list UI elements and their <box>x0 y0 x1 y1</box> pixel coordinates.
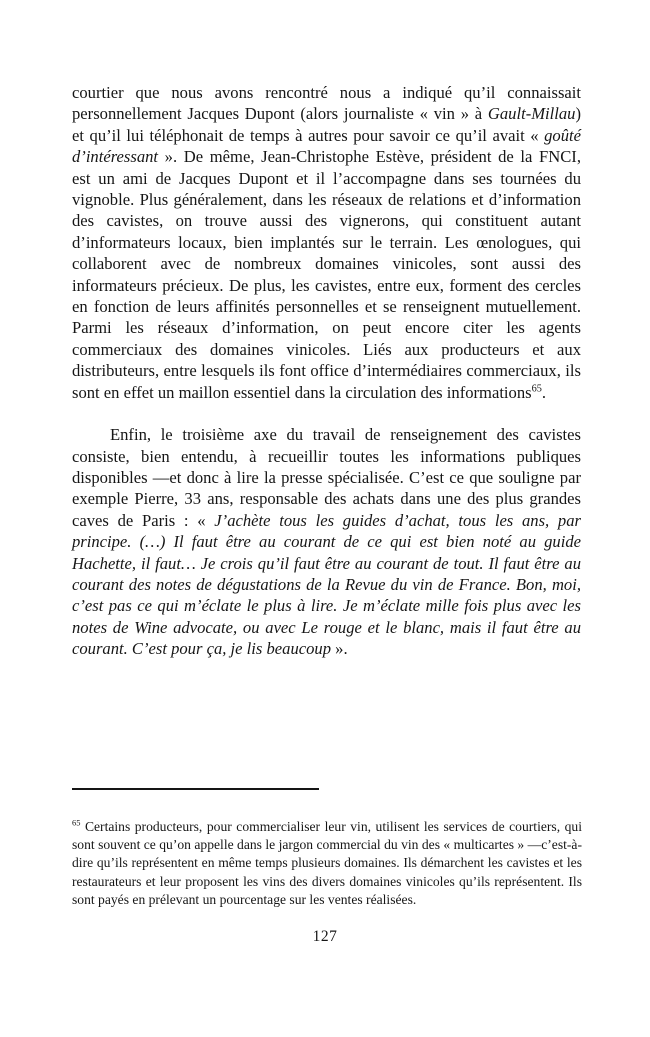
page-number: 127 <box>312 928 338 945</box>
footnote-65: $^{65}$ Certains producteurs, pour commercialiser leur vin, utilisent les services de courtiers, qui sont souvent ce qu’on appelle dans le jargon commercial du vin des « multicartes » —c’est-à-dire qu’ils représentent en même temps plusieurs domaines. Ils démarchent les cavistes et les restaurateurs et leur proposent les vins des divers domaines vinicoles qu’ils représentent. Ils sont payés en prélevant un pourcentage sur les ventes réalisées. <box>72 817 582 907</box>
paragraph-enfin: Enfin, le troisième axe du travail de renseignement des cavistes consiste, bien entendu, à recueillir toutes les informations publiques disponibles —et donc à lire la presse spécialisée. C’est ce que souligne par exemple Pierre, 33 ans, responsable des achats dans une des plus grandes caves de Paris : « J’achète tous les guides d’achat, tous les ans, par principe. (…) Il faut être au courant de ce qui est bien noté au guide Hachette, il faut… Je crois qu’il faut être au courant de tout. Il faut être au courant des notes de dégustations de la Revue du vin de France. Bon, moi, c’est pas ce qui m’éclate le plus à lire. Je m’éclate mille fois plus avec les notes de Wine advocate, ou avec Le rouge et le blanc, mais il faut être au courant. C’est pour ça, je lis beaucoup ». <box>72 425 581 659</box>
paragraph-courtier: courtier que nous avons rencontré nous a indiqué qu’il connaissait personnellement Jacques Dupont (alors journaliste « vin » à Gault-Millau) et qu’il lui téléphonait de temps à autres pour savoir ce qu’il avait « goûté d’intéressant ». De même, Jean-Christophe Estève, président de la FNCI, est un ami de Jacques Dupont et il l’accompagne dans ses tournées du vignoble. Plus généralement, dans les réseaux de relations et d’information des cavistes, on trouve aussi des vignerons, qui constituent autant d’informateurs locaux, bien implantés sur le terrain. Les œnologues, qui collaborent avec de nombreux domaines vinicoles, sont aussi des informateurs précieux. De plus, les cavistes, entre eux, forment des cercles en fonction de leurs affinités personnelles et se renseignent mutuellement. Parmi les réseaux d’information, on peut encore citer les agents commerciaux des domaines vinicoles. Liés aux producteurs et aux distributeurs, entre lesquels ils font office d’intermédiaires commerciaux, ils sont en effet un maillon essentiel dans la circulation des informations$^{65}$. <box>72 83 581 402</box>
body-text-block <box>72 82 581 660</box>
footnote-separator-rule <box>72 788 319 790</box>
